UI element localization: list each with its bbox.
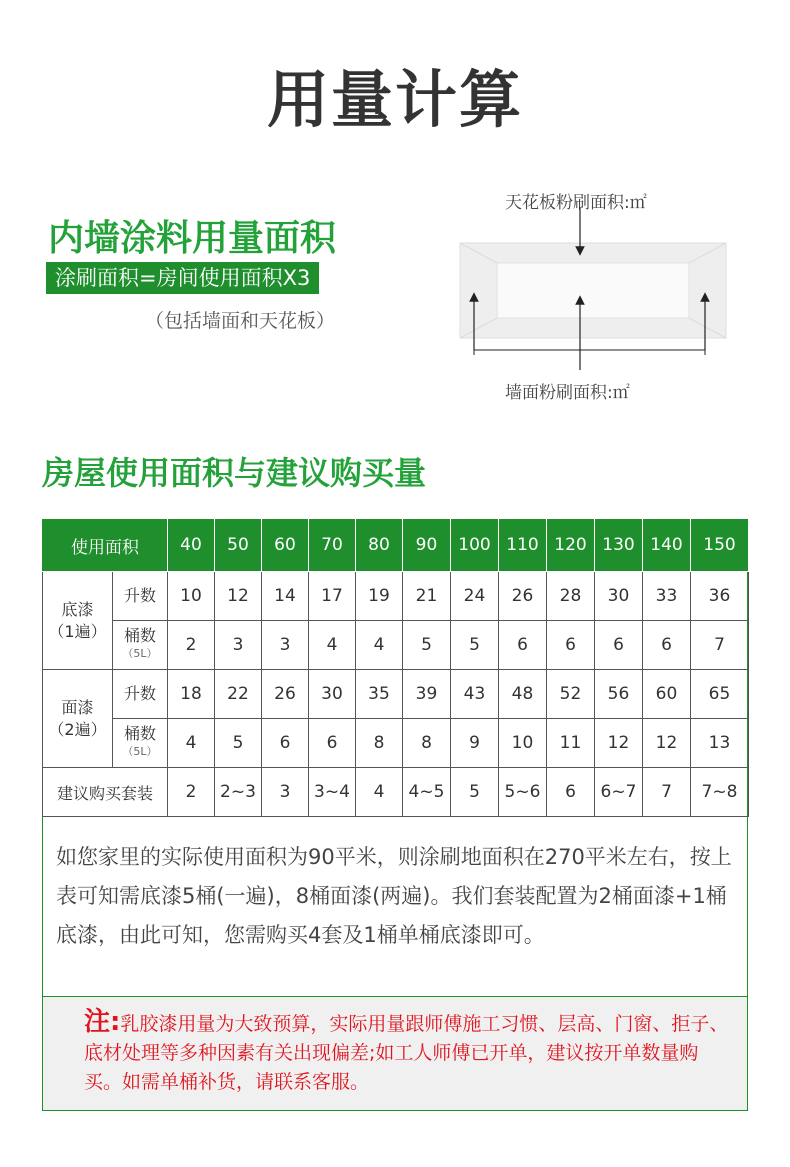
suggest-cell: 4 <box>356 768 403 817</box>
primer-label: 底漆 <box>61 599 94 619</box>
area-header-cell: 110 <box>499 519 547 572</box>
suggest-cell: 6 <box>547 768 595 817</box>
suggest-cell: 5~6 <box>499 768 547 817</box>
buckets-cell: 8 <box>403 719 451 768</box>
suggest-label: 建议购买套装 <box>43 768 168 817</box>
liters-cell: 19 <box>356 572 403 621</box>
area-header-cell: 120 <box>547 519 595 572</box>
suggest-cell: 4~5 <box>403 768 451 817</box>
buckets-cell: 12 <box>595 719 643 768</box>
formula-badge: 涂刷面积=房间使用面积X3 <box>46 262 319 294</box>
area-header-cell: 40 <box>168 519 215 572</box>
suggest-cell: 6~7 <box>595 768 643 817</box>
buckets-cell: 7 <box>691 621 749 670</box>
buckets-cell: 5 <box>451 621 499 670</box>
suggest-cell: 2 <box>168 768 215 817</box>
area-header-cell: 150 <box>691 519 749 572</box>
page-title: 用量计算 <box>266 63 523 136</box>
buckets-cell: 12 <box>643 719 691 768</box>
buckets-unit: （5L） <box>122 745 158 758</box>
primer-coats-label: （1遍） <box>48 621 107 641</box>
area-header-cell: 100 <box>451 519 499 572</box>
liters-cell: 36 <box>691 572 749 621</box>
buckets-cell: 10 <box>499 719 547 768</box>
liters-cell: 30 <box>595 572 643 621</box>
buckets-cell: 6 <box>262 719 309 768</box>
buckets-label <box>113 719 168 768</box>
topcoat-buckets-row <box>43 719 749 768</box>
buckets-cell: 6 <box>643 621 691 670</box>
buckets-unit: （5L） <box>122 647 158 660</box>
warning-lead: 注: <box>84 1007 121 1037</box>
buckets-cell: 6 <box>595 621 643 670</box>
suggest-cell: 2~3 <box>215 768 262 817</box>
topcoat-label: 面漆 <box>61 697 94 717</box>
liters-cell: 56 <box>595 670 643 719</box>
area-header-cell: 70 <box>309 519 356 572</box>
buckets-cell: 9 <box>451 719 499 768</box>
buckets-label <box>113 621 168 670</box>
area-header-cell: 80 <box>356 519 403 572</box>
buckets-cell: 8 <box>356 719 403 768</box>
buckets-label-text: 桶数 <box>123 724 156 743</box>
liters-cell: 21 <box>403 572 451 621</box>
buckets-label-text: 桶数 <box>123 626 156 645</box>
topcoat-liters-row <box>43 670 749 719</box>
table-header-row <box>43 519 749 572</box>
liters-cell: 22 <box>215 670 262 719</box>
liters-cell: 35 <box>356 670 403 719</box>
liters-cell: 26 <box>499 572 547 621</box>
liters-cell: 33 <box>643 572 691 621</box>
area-header-cell: 130 <box>595 519 643 572</box>
ceiling-area-label: 天花板粉刷面积:㎡ <box>505 193 647 213</box>
liters-cell: 65 <box>691 670 749 719</box>
liters-cell: 39 <box>403 670 451 719</box>
liters-cell: 48 <box>499 670 547 719</box>
suggest-cell: 3 <box>262 768 309 817</box>
suggest-cell: 5 <box>451 768 499 817</box>
usage-explanation: 如您家里的实际使用面积为90平米，则涂刷地面积在270平米左右，按上表可知需底漆5桶(一遍)，8桶面漆(两遍)。我们套装配置为2桶面漆+1桶底漆，由此可知，您需购买4套及1桶单桶底漆即可。 <box>56 845 732 947</box>
liters-cell: 52 <box>547 670 595 719</box>
buckets-cell: 6 <box>309 719 356 768</box>
buckets-cell: 5 <box>215 719 262 768</box>
buckets-cell: 6 <box>547 621 595 670</box>
buckets-cell: 11 <box>547 719 595 768</box>
buckets-cell: 4 <box>168 719 215 768</box>
warning-note <box>84 1008 734 1097</box>
buckets-cell: 6 <box>499 621 547 670</box>
buckets-cell: 2 <box>168 621 215 670</box>
liters-cell: 14 <box>262 572 309 621</box>
formula-note: （包括墙面和天花板） <box>145 310 336 332</box>
liters-cell: 26 <box>262 670 309 719</box>
area-header-cell: 60 <box>262 519 309 572</box>
suggest-cell: 7~8 <box>691 768 749 817</box>
area-header-cell: 140 <box>643 519 691 572</box>
primer-buckets-row <box>43 621 749 670</box>
liters-cell: 24 <box>451 572 499 621</box>
liters-cell: 17 <box>309 572 356 621</box>
liters-cell: 30 <box>309 670 356 719</box>
primer-liters-row <box>43 572 749 621</box>
buckets-cell: 4 <box>356 621 403 670</box>
usage-table <box>42 518 749 817</box>
buckets-cell: 5 <box>403 621 451 670</box>
header-label: 使用面积 <box>43 519 168 572</box>
area-header-cell: 90 <box>403 519 451 572</box>
warning-text: 乳胶漆用量为大致预算，实际用量跟师傅施工习惯、层高、门窗、拒子、底材处理等多种因素有关出现偏差;如工人师傅已开单，建议按开单数量购买。如需单桶补货，请联系客服。 <box>84 1013 729 1093</box>
topcoat-coats-label: （2遍） <box>48 719 107 739</box>
buckets-cell: 13 <box>691 719 749 768</box>
liters-cell: 28 <box>547 572 595 621</box>
suggest-row <box>43 768 749 817</box>
liters-cell: 43 <box>451 670 499 719</box>
liters-label: 升数 <box>113 670 168 719</box>
liters-cell: 12 <box>215 572 262 621</box>
topcoat-group-label <box>43 670 113 768</box>
liters-cell: 18 <box>168 670 215 719</box>
buckets-cell: 4 <box>309 621 356 670</box>
buckets-cell: 3 <box>262 621 309 670</box>
area-header-cell: 50 <box>215 519 262 572</box>
wall-area-label: 墙面粉刷面积:㎡ <box>505 383 630 403</box>
liters-label: 升数 <box>113 572 168 621</box>
liters-cell: 60 <box>643 670 691 719</box>
liters-cell: 10 <box>168 572 215 621</box>
section-heading-table: 房屋使用面积与建议购买量 <box>42 454 427 492</box>
primer-group-label <box>43 572 113 670</box>
suggest-cell: 7 <box>643 768 691 817</box>
buckets-cell: 3 <box>215 621 262 670</box>
section-heading-coverage: 内墙涂料用量面积 <box>48 218 337 259</box>
suggest-cell: 3~4 <box>309 768 356 817</box>
